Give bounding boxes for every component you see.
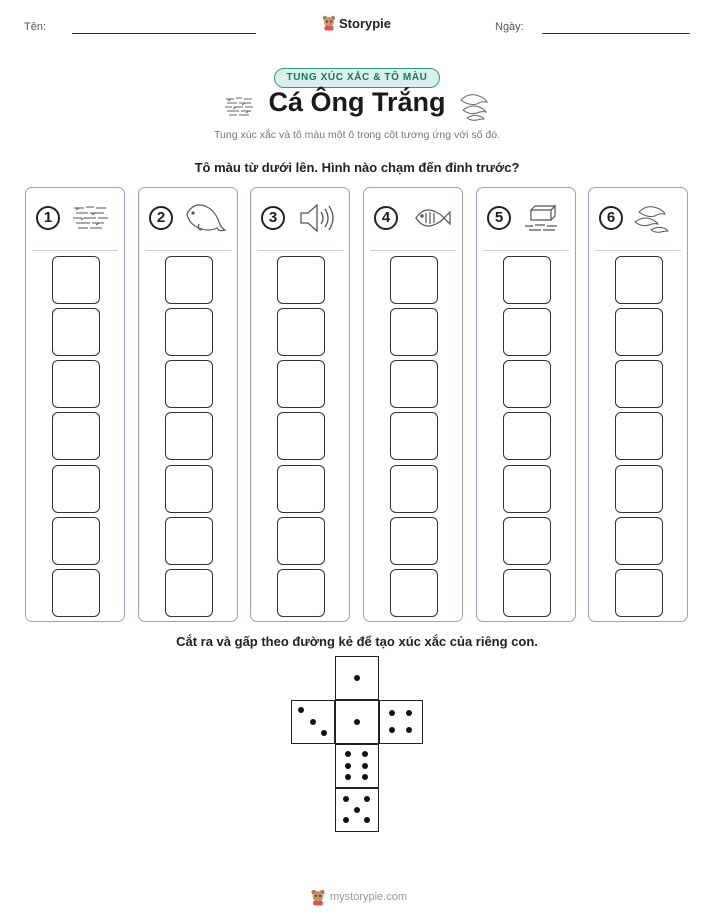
- dice-pip: [298, 707, 304, 713]
- footer-url: mystorypie.com: [330, 891, 408, 903]
- roll-column-6: [588, 187, 688, 622]
- dice-face-center: [335, 700, 379, 744]
- color-cell[interactable]: [503, 360, 551, 408]
- color-cell[interactable]: [615, 412, 663, 460]
- color-cell[interactable]: [52, 360, 100, 408]
- color-cell[interactable]: [390, 465, 438, 513]
- roll-column-5: [476, 187, 576, 622]
- color-cell[interactable]: [503, 308, 551, 356]
- color-cell[interactable]: [52, 308, 100, 356]
- dice-pip: [362, 774, 368, 780]
- column-divider: [32, 250, 118, 251]
- color-cell[interactable]: [503, 256, 551, 304]
- dice-face-bottom: [335, 788, 379, 832]
- dice-pip: [343, 796, 349, 802]
- name-label: Tên:: [24, 21, 47, 33]
- color-cell[interactable]: [277, 256, 325, 304]
- column-header: [477, 188, 575, 248]
- color-cell[interactable]: [165, 360, 213, 408]
- roll-column-3: [250, 187, 350, 622]
- dice-face-top: [335, 656, 379, 700]
- color-cell[interactable]: [390, 412, 438, 460]
- color-cell[interactable]: [390, 360, 438, 408]
- color-cell[interactable]: [165, 517, 213, 565]
- dice-pip: [343, 817, 349, 823]
- color-cell[interactable]: [503, 465, 551, 513]
- column-number: 2: [149, 206, 173, 230]
- color-cell[interactable]: [277, 308, 325, 356]
- dice-pip: [364, 817, 370, 823]
- column-number: 6: [599, 206, 623, 230]
- column-number: 5: [487, 206, 511, 230]
- dice-pip: [354, 807, 360, 813]
- brand-logo: [322, 13, 394, 33]
- color-cell[interactable]: [277, 517, 325, 565]
- column-header: [139, 188, 237, 248]
- dice-face-below: [335, 744, 379, 788]
- roll-column-1: [25, 187, 125, 622]
- storypie-bear-icon: [322, 15, 336, 31]
- color-cell[interactable]: [52, 569, 100, 617]
- fish-icon: [408, 200, 454, 236]
- color-cell[interactable]: [390, 308, 438, 356]
- speaker-sound-icon: [295, 200, 341, 236]
- roll-column-2: [138, 187, 238, 622]
- color-cell[interactable]: [615, 569, 663, 617]
- column-number: 4: [374, 206, 398, 230]
- dice-pip: [406, 727, 412, 733]
- ice-water-icon: [70, 200, 116, 236]
- dice-pip: [345, 774, 351, 780]
- column-divider: [257, 250, 343, 251]
- color-cell[interactable]: [165, 308, 213, 356]
- dice-pip: [389, 727, 395, 733]
- color-cell[interactable]: [165, 465, 213, 513]
- column-number: 1: [36, 206, 60, 230]
- color-cell[interactable]: [390, 256, 438, 304]
- footer: [310, 888, 410, 906]
- color-cell[interactable]: [503, 412, 551, 460]
- beluga-icon: [183, 200, 229, 236]
- dice-pip: [310, 719, 316, 725]
- dice-pip: [345, 751, 351, 757]
- dice-pip: [362, 763, 368, 769]
- column-divider: [483, 250, 569, 251]
- color-cell[interactable]: [615, 517, 663, 565]
- column-header: [589, 188, 687, 248]
- column-number: 3: [261, 206, 285, 230]
- color-cell[interactable]: [52, 465, 100, 513]
- color-cell[interactable]: [503, 517, 551, 565]
- dice-pip: [345, 763, 351, 769]
- color-cell[interactable]: [277, 465, 325, 513]
- dice-pip: [354, 719, 360, 725]
- dice-face-left: [291, 700, 335, 744]
- color-cell[interactable]: [615, 360, 663, 408]
- dice-pip: [389, 710, 395, 716]
- column-divider: [370, 250, 456, 251]
- brand-name: Storypie: [339, 15, 392, 31]
- color-cell[interactable]: [52, 256, 100, 304]
- color-cell[interactable]: [277, 360, 325, 408]
- dice-face-right: [379, 700, 423, 744]
- cut-instruction: Cắt ra và gấp theo đường kẻ để tạo xúc xắc của riêng con.: [176, 634, 538, 649]
- color-cell[interactable]: [52, 517, 100, 565]
- color-cell[interactable]: [615, 308, 663, 356]
- ice-floe-icon: [521, 200, 567, 236]
- dice-pip: [321, 730, 327, 736]
- color-cell[interactable]: [165, 412, 213, 460]
- activity-badge: TUNG XÚC XẮC & TÔ MÀU: [274, 68, 440, 88]
- color-cell[interactable]: [615, 256, 663, 304]
- name-line[interactable]: [72, 33, 256, 34]
- color-cell[interactable]: [390, 517, 438, 565]
- column-divider: [595, 250, 681, 251]
- color-cell[interactable]: [503, 569, 551, 617]
- color-cell[interactable]: [165, 256, 213, 304]
- beluga-pod-icon: [633, 200, 679, 236]
- date-label: Ngày:: [495, 21, 524, 33]
- color-cell[interactable]: [390, 569, 438, 617]
- dice-pip: [362, 751, 368, 757]
- column-header: [364, 188, 462, 248]
- dice-pip: [354, 675, 360, 681]
- instruction-text: Tô màu từ dưới lên. Hình nào chạm đến đỉnh trước?: [194, 160, 520, 175]
- storypie-bear-icon: [310, 889, 326, 906]
- column-divider: [145, 250, 231, 251]
- column-header: [26, 188, 124, 248]
- color-cell[interactable]: [615, 465, 663, 513]
- page-title: Cá Ông Trắng: [268, 87, 446, 117]
- subtitle: Tung xúc xắc và tô màu một ô trong cột tương ứng với số đó.: [214, 129, 500, 141]
- date-line[interactable]: [542, 33, 690, 34]
- dice-pip: [364, 796, 370, 802]
- color-cell[interactable]: [277, 412, 325, 460]
- column-header: [251, 188, 349, 248]
- color-cell[interactable]: [165, 569, 213, 617]
- color-cell[interactable]: [277, 569, 325, 617]
- roll-column-4: [363, 187, 463, 622]
- dice-pip: [406, 710, 412, 716]
- beluga-pod-icon: [457, 90, 491, 122]
- color-cell[interactable]: [52, 412, 100, 460]
